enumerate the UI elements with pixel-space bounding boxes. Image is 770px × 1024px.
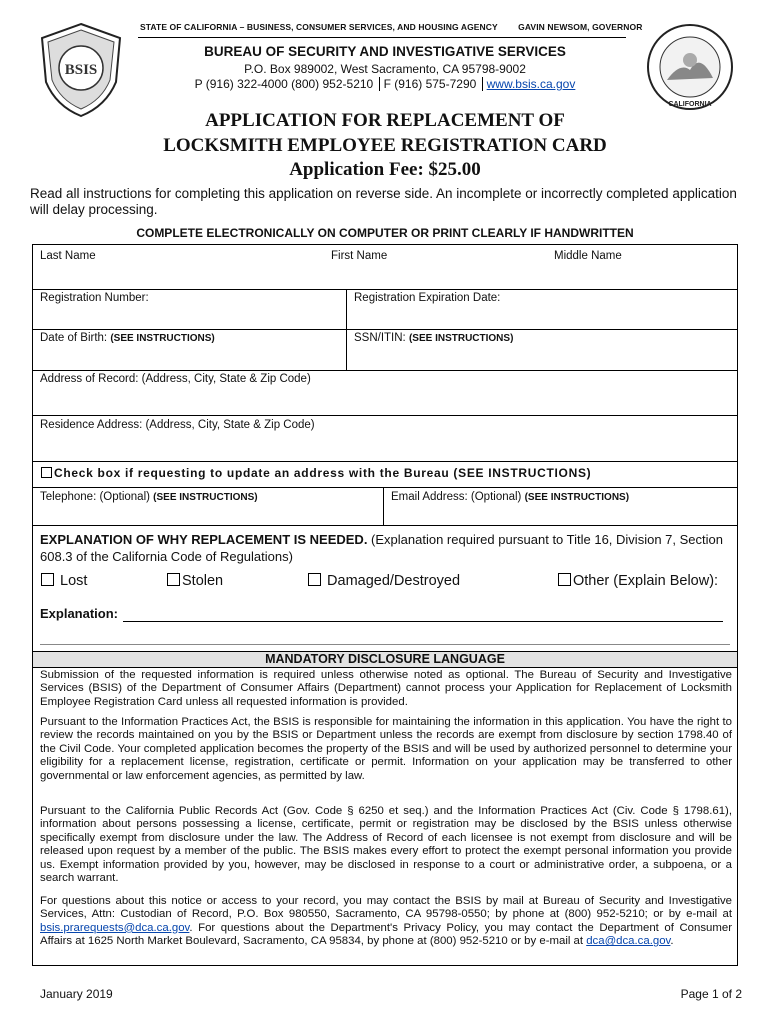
- residence-address-field[interactable]: Residence Address: (Address, City, State & Zip Code): [40, 419, 315, 431]
- form-title-line1: APPLICATION FOR REPLACEMENT OF: [205, 110, 565, 131]
- option-damaged[interactable]: Damaged/Destroyed: [308, 573, 460, 589]
- telephone-field[interactable]: Telephone: (Optional) (SEE INSTRUCTIONS): [40, 491, 258, 503]
- seal-text: CALIFORNIA: [668, 101, 712, 108]
- disclosure-paragraph-2: Pursuant to the Information Practices Act, the BSIS is responsible for maintaining the information in this application. You have the right to review the records maintained on you by the BSIS or Department unless the records are exempt from disclosure by section 1798.40 of the Civil Code. Your completed application becomes the property of the BSIS and will be used by authorized personnel to determine your eligibility for a replacement license, registration, certificate or permit. Information on your application may be transferred to other governmental or law enforcement agencies, as permitted by law.: [40, 716, 732, 782]
- revision-date: January 2019: [40, 987, 113, 1001]
- governor-text: GAVIN NEWSOM, GOVERNOR: [518, 22, 643, 32]
- last-name-field[interactable]: Last Name: [40, 250, 96, 262]
- bsis-email-link[interactable]: bsis.prarequests@dca.ca.gov: [40, 921, 190, 934]
- lost-checkbox[interactable]: [41, 573, 54, 586]
- explanation-label: Explanation:: [40, 606, 119, 621]
- update-address-label: Check box if requesting to update an address with the Bureau (SEE INSTRUCTIONS): [54, 466, 592, 480]
- bsis-logo-text: BSIS: [64, 62, 98, 78]
- bureau-phone: P (916) 322-4000 (800) 952-5210: [194, 77, 374, 91]
- page-number: Page 1 of 2: [680, 987, 742, 1001]
- dca-email-link[interactable]: dca@dca.ca.gov: [586, 935, 671, 948]
- option-other[interactable]: Other (Explain Below):: [558, 573, 718, 589]
- explanation-heading: EXPLANATION OF WHY REPLACEMENT IS NEEDED. (Explanation required pursuant to Title 16, Division 7, Section 608.3 of the California Code of Regulations): [40, 532, 723, 564]
- intro-text: Read all instructions for completing this application on reverse side. An incomplete or incorrectly completed application will delay processing.: [30, 186, 737, 217]
- option-lost[interactable]: Lost: [41, 573, 87, 589]
- date-of-birth-field[interactable]: Date of Birth: (SEE INSTRUCTIONS): [40, 332, 215, 344]
- state-seal: [645, 22, 735, 112]
- website-link[interactable]: www.bsis.ca.gov: [486, 77, 576, 91]
- disclosure-paragraph-1: Submission of the requested information is required unless otherwise noted as optional. The Bureau of Security and Investigative Services (BSIS) of the Department of Consumer Affairs (Department) cannot process your Application for Replacement of Locksmith Employee Registration Card unless all requested information is provided.: [40, 669, 732, 708]
- application-fee: Application Fee: $25.00: [289, 159, 481, 180]
- registration-expiration-field[interactable]: Registration Expiration Date:: [354, 292, 501, 304]
- bsis-logo: [36, 20, 126, 120]
- disclosure-paragraph-3: Pursuant to the California Public Records Act (Gov. Code § 6250 et seq.) and the Information Practices Act (Civ. Code § 1798.61), information about persons possessing a license, certificate, permit or registration may be disclosed by the BSIS unless otherwise specifically exempt from disclosure under the law. The Address of Record of each licensee is not exempt from disclosure and will be released upon request by a member of the public. The BSIS makes every effort to protect the exempt personal information you provide us. Exempt information provided by you, however, may be disclosed in response to a court or administrative order, a subpoena, or a search warrant.: [40, 805, 732, 885]
- complete-note: COMPLETE ELECTRONICALLY ON COMPUTER OR PRINT CLEARLY IF HANDWRITTEN: [136, 226, 634, 240]
- application-form: [32, 244, 738, 966]
- update-address-box[interactable]: [41, 467, 52, 478]
- state-agency-line: [140, 22, 642, 32]
- bureau-contact: [140, 77, 630, 91]
- stolen-checkbox[interactable]: [167, 573, 180, 586]
- form-title-line2: LOCKSMITH EMPLOYEE REGISTRATION CARD: [163, 135, 607, 156]
- header-rule: [138, 37, 626, 38]
- registration-number-field[interactable]: Registration Number:: [40, 292, 149, 304]
- option-stolen[interactable]: Stolen: [167, 573, 223, 589]
- update-address-checkbox[interactable]: [41, 466, 591, 480]
- disclosure-heading: MANDATORY DISCLOSURE LANGUAGE: [33, 651, 737, 668]
- email-field[interactable]: Email Address: (Optional) (SEE INSTRUCTIONS): [391, 491, 630, 503]
- damaged-checkbox[interactable]: [308, 573, 321, 586]
- ssn-itin-field[interactable]: SSN/ITIN: (SEE INSTRUCTIONS): [354, 332, 514, 344]
- explanation-input-line-2[interactable]: [40, 644, 730, 645]
- state-agency-text: STATE OF CALIFORNIA – BUSINESS, CONSUMER SERVICES, AND HOUSING AGENCY: [140, 22, 498, 32]
- explanation-input-line[interactable]: [123, 621, 723, 622]
- address-of-record-field[interactable]: Address of Record: (Address, City, State & Zip Code): [40, 373, 311, 385]
- disclosure-paragraph-4: For questions about this notice or access to your record, you may contact the BSIS by mail at Bureau of Security and Investigative Services, Attn: Custodian of Record, P.O. Box 980550, Sacramento, CA 95798-0550; by phone at (800) 952-5210; or by e-mail at bsis.prarequests@dca.ca.gov. For questions about the Department's Privacy Policy, you may contact the Department of Consumer Affairs at 1625 North Market Boulevard, Sacramento, CA 95834, by phone at (800) 952-5210 or by e-mail at dca@dca.ca.gov.: [40, 895, 732, 948]
- other-checkbox[interactable]: [558, 573, 571, 586]
- bureau-address: P.O. Box 989002, West Sacramento, CA 95798-9002: [244, 62, 526, 76]
- first-name-field[interactable]: First Name: [331, 250, 388, 262]
- middle-name-field[interactable]: Middle Name: [554, 250, 622, 262]
- bureau-name: BUREAU OF SECURITY AND INVESTIGATIVE SERVICES: [204, 44, 566, 59]
- bureau-fax: F (916) 575-7290: [379, 77, 477, 91]
